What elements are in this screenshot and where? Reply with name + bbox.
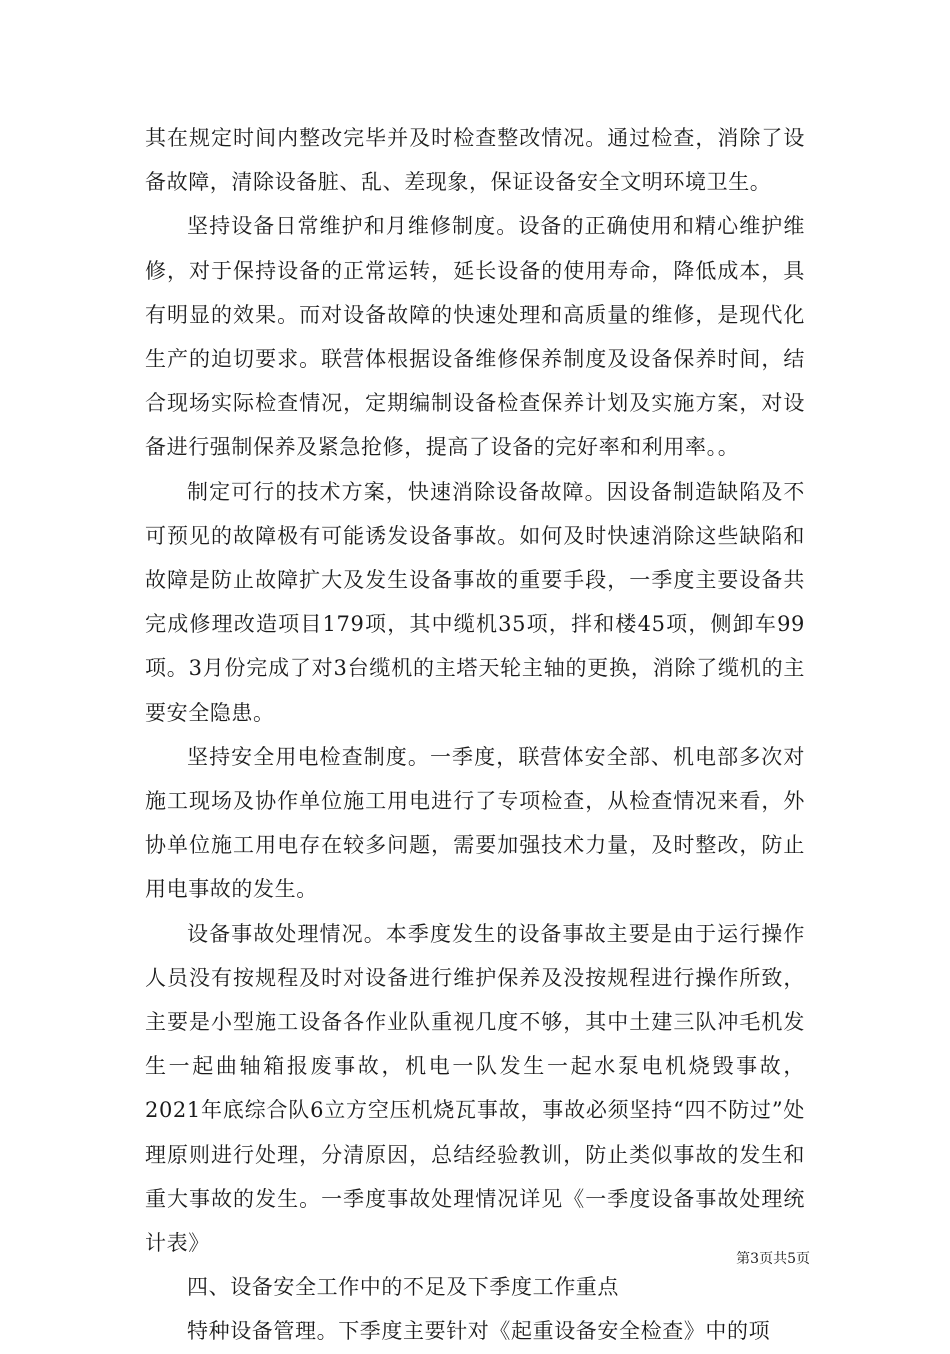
document-page: [145, 116, 805, 1354]
paragraph-special-equipment: 特种设备管理。下季度主要针对《起重设备安全检查》中的项: [187, 1319, 771, 1344]
paragraph-continuation: 其在规定时间内整改完毕并及时检查整改情况。通过检查，消除了设备故障，清除设备脏、乱、差现象，保证设备安全文明环境卫生。: [145, 126, 805, 195]
page-number: 第3页共5页: [736, 1251, 810, 1267]
paragraph-accident-handling: 设备事故处理情况。本季度发生的设备事故主要是由于运行操作人员没有按规程及时对设备进行维护保养及没按规程进行操作所致，主要是小型施工设备各作业队重视几度不够，其中土建三队冲毛机发生一起曲轴箱报废事故，机电一队发生一起水泵电机烧毁事故，2021年底综合队6立方空压机烧瓦事故，事故必须坚持“四不防过”处理原则进行处理，分清原因，总结经验教训，防止类似事故的发生和重大事故的发生。一季度事故处理情况详见《一季度设备事故处理统计表》: [145, 921, 805, 1256]
paragraph-maintenance: 坚持设备日常维护和月维修制度。设备的正确使用和精心维护维修，对于保持设备的正常运转，延长设备的使用寿命，降低成本，具有明显的效果。而对设备故障的快速处理和高质量的维修，是现代化生产的迫切要求。联营体根据设备维修保养制度及设备保养时间，结合现场实际检查情况，定期编制设备检查保养计划及实施方案，对设备进行强制保养及紧急抢修，提高了设备的完好率和利用率。。: [145, 214, 805, 460]
paragraph-electrical-safety: 坚持安全用电检查制度。一季度，联营体安全部、机电部多次对施工现场及协作单位施工用电进行了专项检查，从检查情况来看，外协单位施工用电存在较多问题，需要加强技术力量，及时整改，防止用电事故的发生。: [145, 744, 805, 902]
paragraph-technical-plan: 制定可行的技术方案，快速消除设备故障。因设备制造缺陷及不可预见的故障极有可能诱发设备事故。如何及时快速消除这些缺陷和故障是防止故障扩大及发生设备事故的重要手段，一季度主要设备共完成修理改造项目179项，其中缆机35项，拌和楼45项，侧卸车99项。3月份完成了对3台缆机的主塔天轮主轴的更换，消除了缆机的主要安全隐患。: [145, 479, 805, 725]
section-heading: 四、设备安全工作中的不足及下季度工作重点: [187, 1275, 619, 1300]
